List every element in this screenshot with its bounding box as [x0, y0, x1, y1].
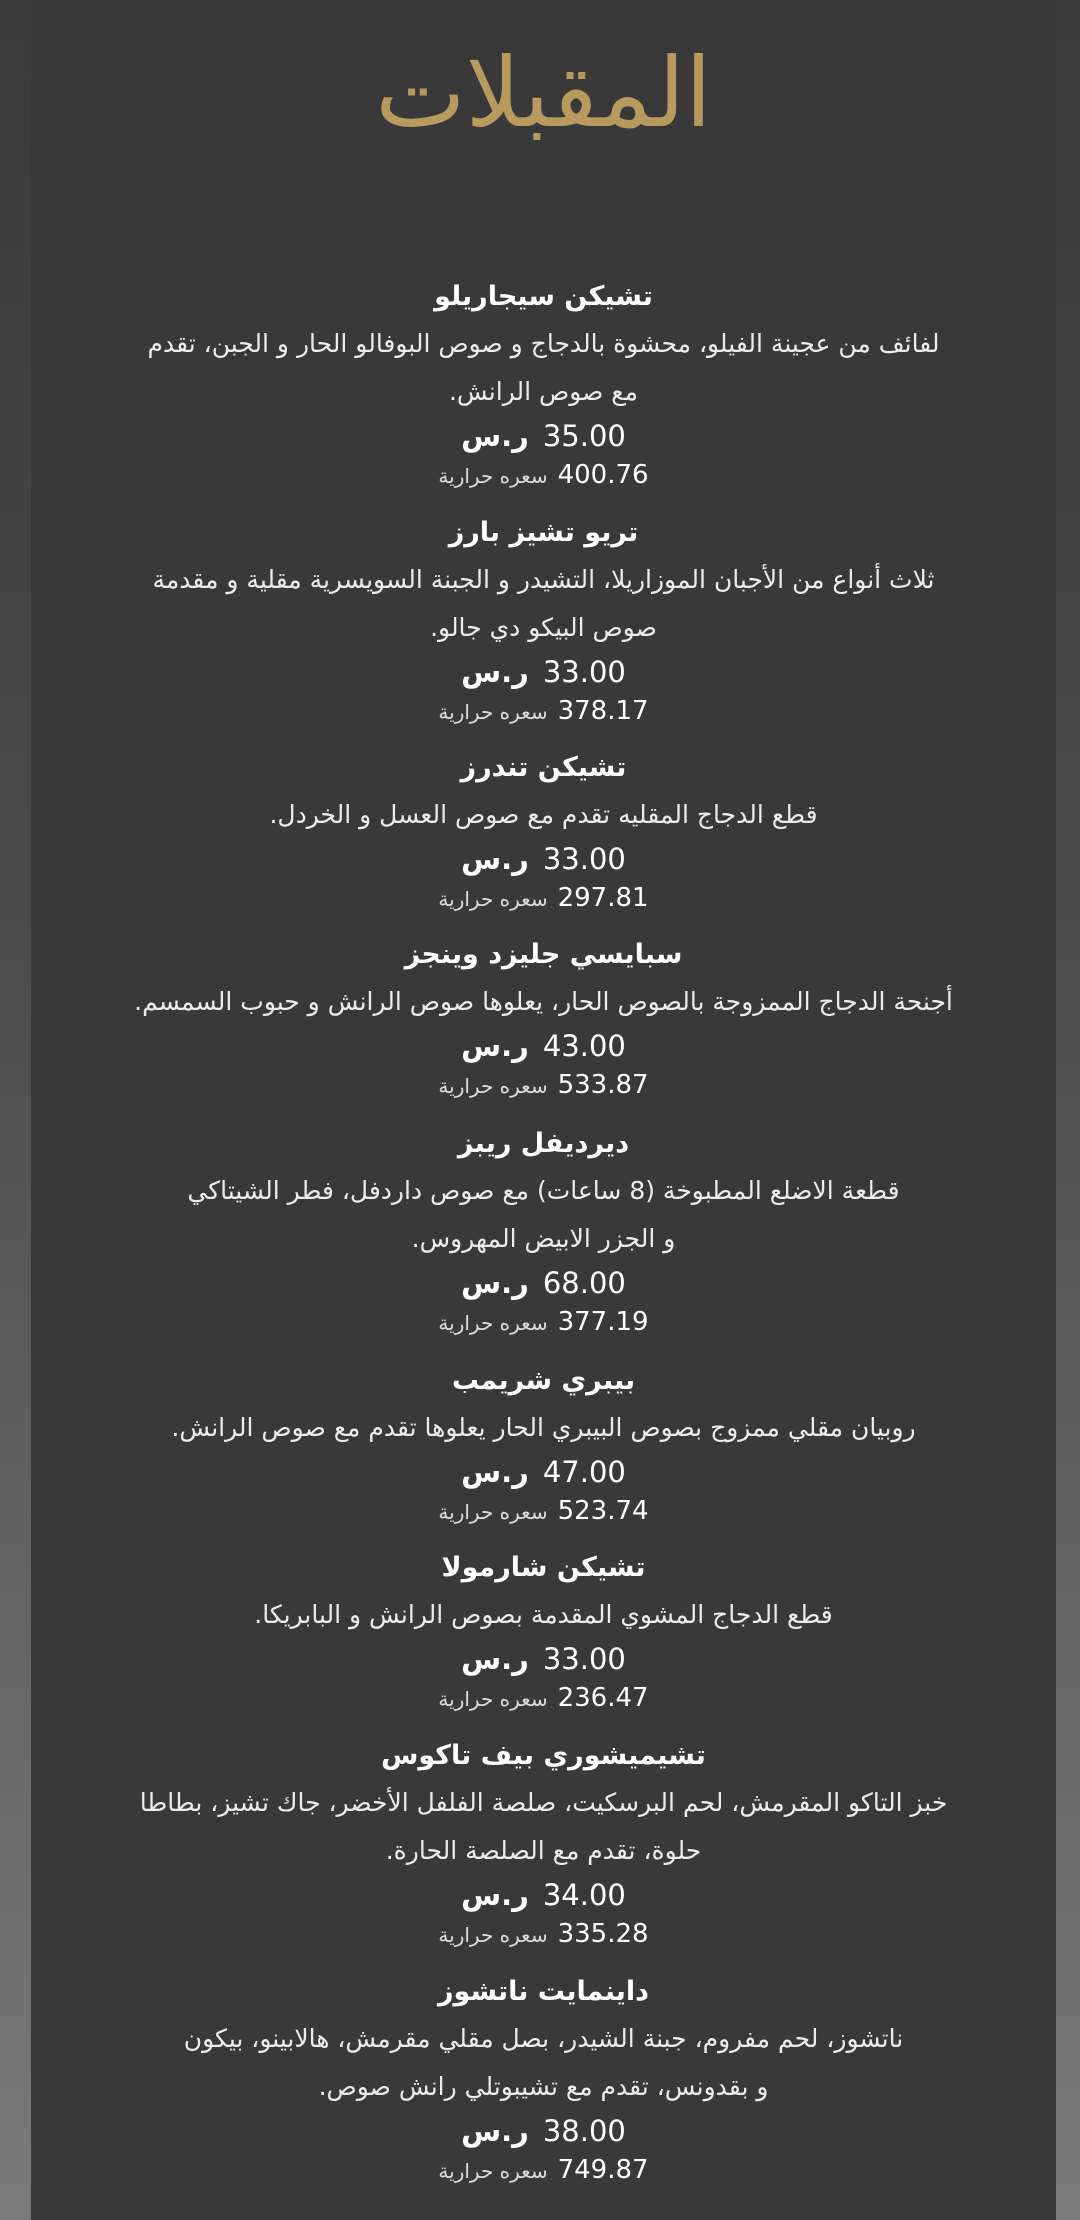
price-value: 33.00: [542, 1642, 626, 1676]
menu-item-spicy-glazed-wings: [31, 932, 1056, 1105]
calories-label: سعره حرارية: [438, 1687, 548, 1711]
price-value: 34.00: [542, 1878, 626, 1912]
currency-label: ر.س: [461, 1455, 529, 1489]
item-name: سبايسي جليزد وينجز: [404, 939, 683, 970]
item-name: تريو تشيز بارز: [448, 517, 639, 548]
menu-panel: [31, 0, 1056, 2220]
item-description: قطعة الاضلع المطبوخة (8 ساعات) مع صوص داردفل، فطر الشيتاكي و الجزر الابيض المهروس.: [187, 1176, 900, 1253]
item-name: بيبري شريمب: [451, 1365, 636, 1396]
item-calories: [31, 1066, 1056, 1105]
item-description: ثلاث أنواع من الأجبان الموزاريلا، التشيدر و الجبنة السويسرية مقلية و مقدمة صوص البيكو دي جالو.: [152, 565, 935, 642]
item-calories: [31, 1492, 1056, 1531]
item-calories: [31, 879, 1056, 918]
price-value: 43.00: [542, 1029, 626, 1063]
menu-item-peppery-shrimp: [31, 1358, 1056, 1531]
item-description: قطع الدجاج المشوي المقدمة بصوص الرانش و البابريكا.: [254, 1600, 833, 1629]
menu-item-dynamite-nachos: [31, 1969, 1056, 2190]
item-calories: [31, 1303, 1056, 1342]
price-value: 47.00: [542, 1455, 626, 1489]
item-calories: [31, 2151, 1056, 2190]
calories-value: 297.81: [557, 883, 649, 913]
menu-item-chicken-tenders: [31, 745, 1056, 918]
item-description: روبيان مقلي ممزوج بصوص البيبري الحار يعلوها تقدم مع صوص الرانش.: [171, 1413, 916, 1442]
item-price: [31, 416, 1056, 456]
calories-label: سعره حرارية: [438, 1923, 548, 1947]
item-calories: [31, 1679, 1056, 1718]
item-description: ناتشوز، لحم مفروم، جبنة الشيدر، بصل مقلي مقرمش، هالابينو، بيكون و بقدونس، تقدم مع تشيبوتلي رانش صوص.: [183, 2024, 904, 2101]
item-description: قطع الدجاج المقليه تقدم مع صوص العسل و الخردل.: [269, 800, 818, 829]
item-price: [31, 2111, 1056, 2151]
calories-value: 523.74: [557, 1496, 649, 1526]
item-calories: [31, 456, 1056, 495]
item-calories: [31, 1915, 1056, 1954]
item-name: داينمايت ناتشوز: [438, 1976, 649, 2007]
calories-label: سعره حرارية: [438, 887, 548, 911]
price-value: 38.00: [542, 2114, 626, 2148]
item-name: تشيميشوري بيف تاكوس: [381, 1740, 706, 1771]
item-price: [31, 652, 1056, 692]
menu-item-chimichurri-beef-tacos: [31, 1733, 1056, 1954]
calories-value: 236.47: [557, 1683, 649, 1713]
currency-label: ر.س: [461, 1029, 529, 1063]
calories-label: سعره حرارية: [438, 2159, 548, 2183]
item-name: تشيكن تندرز: [460, 752, 627, 783]
calories-label: سعره حرارية: [438, 1500, 548, 1524]
item-price: [31, 1026, 1056, 1066]
page-title: المقبلات: [375, 37, 712, 149]
currency-label: ر.س: [461, 2114, 529, 2148]
currency-label: ر.س: [461, 655, 529, 689]
menu-item-daredevil-ribs: [31, 1121, 1056, 1342]
currency-label: ر.س: [461, 1266, 529, 1300]
item-description: أجنحة الدجاج الممزوجة بالصوص الحار، يعلوها صوص الرانش و حبوب السمسم.: [134, 987, 953, 1016]
calories-value: 377.19: [557, 1307, 649, 1337]
item-name: ديرديفل ريبز: [457, 1128, 630, 1159]
price-value: 35.00: [542, 419, 626, 453]
item-price: [31, 1639, 1056, 1679]
currency-label: ر.س: [461, 419, 529, 453]
calories-label: سعره حرارية: [438, 464, 548, 488]
calories-value: 749.87: [557, 2155, 649, 2185]
menu-item-chicken-chermoula: [31, 1545, 1056, 1718]
item-price: [31, 1452, 1056, 1492]
menu-item-chicken-cigarillo: [31, 274, 1056, 495]
calories-value: 533.87: [557, 1070, 649, 1100]
currency-label: ر.س: [461, 1642, 529, 1676]
calories-label: سعره حرارية: [438, 1311, 548, 1335]
calories-label: سعره حرارية: [438, 700, 548, 724]
item-description: لفائف من عجينة الفيلو، محشوة بالدجاج و صوص البوفالو الحار و الجبن، تقدم مع صوص الرانش.: [147, 329, 940, 406]
menu-item-trio-cheese-bars: [31, 510, 1056, 731]
item-name: تشيكن سيجاريلو: [434, 281, 653, 312]
item-calories: [31, 692, 1056, 731]
price-value: 33.00: [542, 655, 626, 689]
price-value: 68.00: [542, 1266, 626, 1300]
item-name: تشيكن شارمولا: [441, 1552, 646, 1583]
price-value: 33.00: [542, 842, 626, 876]
item-price: [31, 839, 1056, 879]
item-description: خبز التاكو المقرمش، لحم البرسكيت، صلصة الفلفل الأخضر، جاك تشيز، بطاطا حلوة، تقدم مع الصلصة الحارة.: [139, 1788, 948, 1865]
item-price: [31, 1263, 1056, 1303]
item-price: [31, 1875, 1056, 1915]
calories-value: 400.76: [557, 460, 649, 490]
currency-label: ر.س: [461, 842, 529, 876]
calories-value: 378.17: [557, 696, 649, 726]
currency-label: ر.س: [461, 1878, 529, 1912]
calories-value: 335.28: [557, 1919, 649, 1949]
calories-label: سعره حرارية: [438, 1074, 548, 1098]
